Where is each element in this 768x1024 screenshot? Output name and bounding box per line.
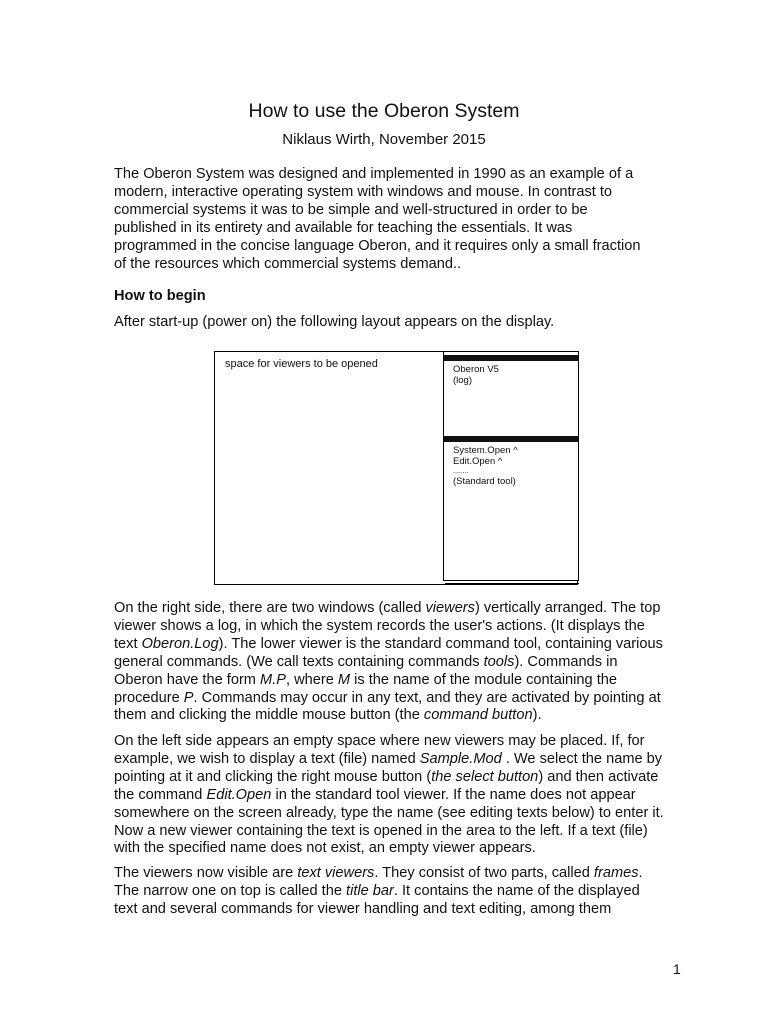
para-line	[114, 707, 694, 725]
para-line	[114, 690, 694, 708]
startup-line: After start-up (power on) the following layout appears on the display.	[114, 314, 555, 330]
viewer-space-label: space for viewers to be opened	[225, 358, 378, 370]
tool-ellipsis: ........	[453, 468, 469, 475]
para-line	[114, 672, 694, 690]
para-line: On the left side appears an empty space where new viewers may be placed. If, for	[114, 733, 645, 749]
emphasis: M	[337, 671, 351, 688]
tool-viewer-text	[453, 445, 518, 487]
page-number: 1	[673, 961, 681, 977]
log-title-bar	[444, 355, 578, 361]
emphasis: tools	[483, 653, 515, 670]
log-viewer-line: Oberon V5	[453, 364, 499, 375]
emphasis: M.P	[260, 671, 286, 688]
para-line: Now a new viewer containing the text is opened in the area to the left. If a text (file)	[114, 822, 648, 839]
text-viewers-paragraph	[114, 865, 694, 919]
para-line	[114, 751, 694, 769]
empty-space-paragraph	[114, 733, 694, 858]
text-span: is the name of the module containing the	[350, 671, 617, 688]
intro-line: published in its entirety and available for teaching the essentials. It was	[114, 219, 573, 236]
tool-caption: (Standard tool)	[453, 476, 516, 487]
para-line	[114, 769, 694, 787]
para-line: viewer shows a log, in which the system records the user's actions. (It displays the	[114, 617, 645, 634]
text-span: ).	[532, 707, 542, 724]
tool-command-edit-open: Edit.Open ^	[453, 456, 503, 467]
viewers-paragraph	[114, 600, 694, 725]
para-line: somewhere on the screen already, type the name (see editing texts below) to enter it.	[114, 804, 664, 821]
viewer-shadow	[445, 581, 579, 584]
para-line: with the specified name does not exist, an empty viewer appears.	[114, 840, 536, 857]
author-line: Niklaus Wirth, November 2015	[282, 131, 486, 148]
tool-command-system-open: System.Open ^	[453, 445, 518, 456]
text-span: procedure	[114, 689, 184, 706]
text-span: in the standard tool viewer. If the name does not appear	[271, 786, 636, 803]
text-span: general commands. (We call texts containing commands	[114, 653, 484, 670]
intro-line: of the resources which commercial systems demand..	[114, 255, 462, 272]
page-title: How to use the Oberon System	[248, 100, 520, 122]
text-span: . Commands may occur in any text, and they are activated by pointing at	[193, 689, 661, 706]
text-span: .	[638, 865, 643, 881]
text-span: ) and then activate	[538, 768, 659, 785]
emphasis: viewers	[425, 600, 475, 616]
emphasis: P	[183, 689, 194, 706]
emphasis: Edit.Open	[206, 786, 272, 803]
emphasis: text viewers	[297, 865, 375, 881]
text-span: Oberon have the form	[114, 671, 261, 688]
para-line	[114, 654, 694, 672]
emphasis: frames	[593, 865, 639, 881]
intro-line: The Oberon System was designed and implemented in 1990 as an example of a	[114, 166, 634, 182]
intro-paragraph	[114, 166, 694, 273]
emphasis: Sample.Mod	[419, 750, 502, 767]
emphasis: the select button	[431, 768, 539, 785]
intro-line: commercial systems it was to be simple and well-structured in order to be	[114, 201, 588, 218]
text-span: ) vertically arranged. The top	[474, 600, 661, 616]
startup-paragraph	[114, 314, 694, 332]
log-viewer-line: (log)	[453, 375, 473, 386]
para-line	[114, 883, 694, 901]
para-line	[114, 600, 694, 618]
intro-line: modern, interactive operating system with windows and mouse. In contrast to	[114, 183, 613, 200]
emphasis: Oberon.Log	[141, 635, 219, 652]
text-span: the command	[114, 786, 207, 803]
emphasis: title bar	[346, 882, 394, 899]
emphasis: command button	[423, 707, 533, 724]
intro-line: programmed in the concise language Oberon, and it requires only a small fraction	[114, 237, 641, 254]
para-line	[114, 787, 694, 805]
text-span: The viewers now visible are	[114, 865, 298, 881]
display-layout-diagram	[214, 351, 578, 585]
log-viewer-text	[453, 364, 499, 386]
section-heading: How to begin	[114, 288, 206, 304]
text-span: pointing at it and clicking the right mouse button (	[114, 768, 432, 785]
text-span: . They consist of two parts, called	[374, 865, 594, 881]
text-span: . We select the name by	[501, 750, 663, 767]
text-span: , where	[285, 671, 338, 688]
para-line	[114, 865, 694, 883]
text-span: The narrow one on top is called the	[114, 882, 347, 899]
right-viewer-column	[443, 351, 579, 581]
text-span: . It contains the name of the displayed	[393, 882, 640, 899]
para-line	[114, 636, 694, 654]
para-line: text and several commands for viewer handling and text editing, among them	[114, 900, 612, 917]
text-span: text	[114, 635, 142, 652]
text-span: On the right side, there are two windows (called	[114, 600, 426, 616]
text-span: ). The lower viewer is the standard command tool, containing various	[218, 635, 663, 652]
text-span: example, we wish to display a text (file) named	[114, 750, 420, 767]
text-span: them and clicking the middle mouse button (the	[114, 707, 424, 724]
text-span: ). Commands in	[514, 653, 618, 670]
tool-title-bar	[444, 436, 578, 442]
